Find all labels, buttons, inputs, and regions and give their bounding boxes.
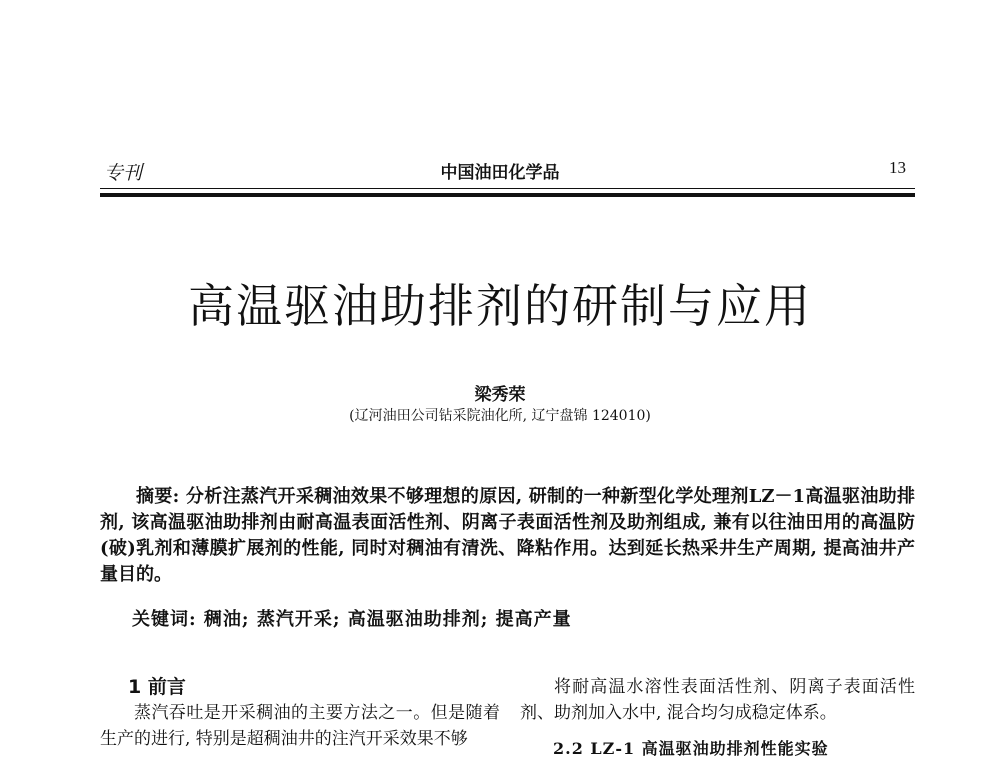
header-rule-thick — [100, 193, 915, 197]
article-author: 梁秀荣 — [474, 385, 526, 405]
section-heading-introduction: 1 前言 — [128, 676, 186, 698]
page-number: 13 — [889, 158, 906, 177]
left-column-paragraph: 蒸汽吞吐是开采稠油的主要方法之一。但是随着生产的进行, 特别是超稠油井的注汽开采效果不够 — [100, 703, 500, 749]
keywords-line: 关键词: 稠油; 蒸汽开采; 高温驱油助排剂; 提高产量 — [132, 609, 572, 630]
journal-section-label: 专刊 — [104, 162, 143, 184]
header-rule-thin — [100, 188, 915, 189]
right-column — [520, 674, 915, 726]
author-affiliation: (辽河油田公司钻采院油化所, 辽宁盘锦 124010) — [349, 408, 651, 424]
journal-name: 中国油田化学品 — [440, 163, 560, 183]
right-column-paragraph: 将耐高温水溶性表面活性剂、阴离子表面活性剂、助剂加入水中, 混合均匀成稳定体系。 — [520, 677, 915, 723]
subsection-heading-2-2: 2.2 LZ-1 高温驱油助排剂性能实验 — [553, 739, 829, 758]
article-title: 高温驱油助排剂的研制与应用 — [188, 279, 812, 333]
left-column — [100, 700, 500, 752]
abstract-paragraph: 摘要: 分析注蒸汽开采稠油效果不够理想的原因, 研制的一种新型化学处理剂LZ－1高温驱油助排剂, 该高温驱油助排剂由耐高温表面活性剂、阴离子表面活性剂及助剂组成, 兼有以往油田用的高温防(破)乳剂和薄膜扩展剂的性能, 同时对稠油有清洗、降粘作用。达到延长热采井生产周期, 提高油井产量目的。 — [100, 486, 915, 585]
